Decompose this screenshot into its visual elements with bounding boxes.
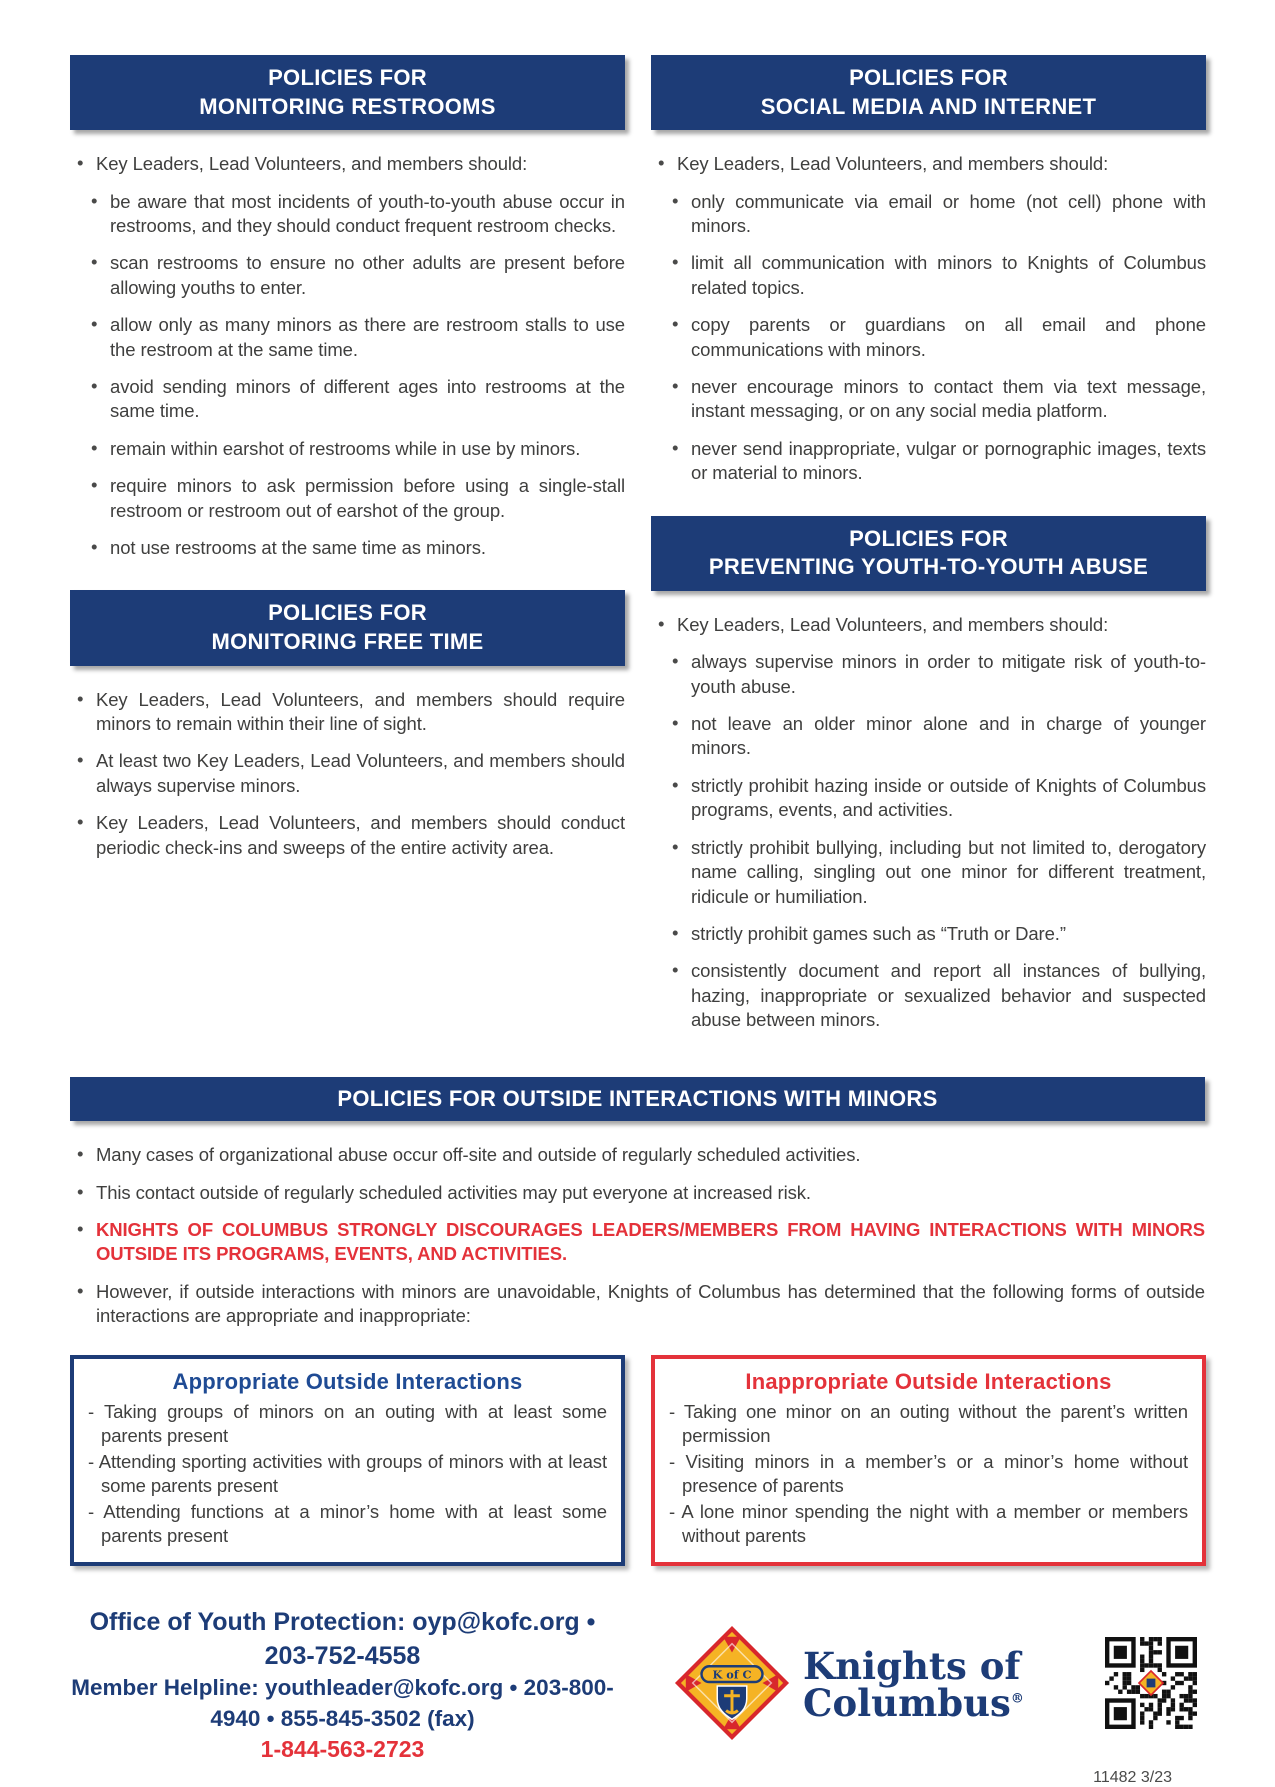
sub-bullet-item: • be aware that most incidents of youth-to-youth abuse occur in restrooms, and they should conduct frequent restroom checks. bbox=[84, 190, 625, 239]
inappropriate-box-title: Inappropriate Outside Interactions bbox=[745, 1368, 1112, 1394]
doc-code: 11482 3/23 bbox=[1093, 1769, 1172, 1787]
bullet-item: • However, if outside interactions with minors are unavoidable, Knights of Columbus has determined that the following forms of outside interactions are appropriate and inappropriate: bbox=[70, 1280, 1205, 1329]
bullet-item: • Key Leaders, Lead Volunteers, and members should: bbox=[70, 152, 625, 176]
header-line2: PREVENTING YOUTH-TO-YOUTH ABUSE bbox=[708, 554, 1149, 580]
section-monitoring-free-time bbox=[70, 590, 625, 860]
header-line2: MONITORING FREE TIME bbox=[211, 629, 484, 655]
sub-bullet-item: • strictly prohibit bullying, including but not limited to, derogatory name calling, singling out one minor for different treatment, ridicule or humiliation. bbox=[665, 836, 1206, 909]
sub-bullet-item: • avoid sending minors of different ages into restrooms at the same time. bbox=[84, 375, 625, 424]
box-item: - Visiting minors in a member’s or a minor’s home without presence of parents bbox=[669, 1450, 1188, 1498]
bullet-list bbox=[70, 666, 625, 860]
header-line1: POLICIES FOR bbox=[849, 525, 1008, 551]
bullet-list bbox=[651, 130, 1206, 485]
bullet-list bbox=[651, 591, 1206, 1033]
appropriate-box-title: Appropriate Outside Interactions bbox=[172, 1368, 523, 1394]
section-header-social-media bbox=[651, 55, 1206, 130]
bullet-item: • Key Leaders, Lead Volunteers, and members should require minors to remain within their line of sight. bbox=[70, 688, 625, 737]
box-item: - Taking one minor on an outing without the parent’s written permission bbox=[669, 1400, 1188, 1448]
sub-bullet-item: • remain within earshot of restrooms while in use by minors. bbox=[84, 437, 625, 461]
sub-bullet-item: • allow only as many minors as there are restroom stalls to use the restroom at the same time. bbox=[84, 313, 625, 362]
sub-bullet-item: • always supervise minors in order to mitigate risk of youth-to-youth abuse. bbox=[665, 650, 1206, 699]
bullet-list bbox=[70, 1121, 1205, 1328]
sub-bullet-item: • strictly prohibit hazing inside or outside of Knights of Columbus programs, events, and activities. bbox=[665, 774, 1206, 823]
wordmark-line1: Knights of bbox=[803, 1643, 1021, 1688]
box-item: - Taking groups of minors on an outing with at least some parents present bbox=[88, 1400, 607, 1448]
section-outside-interactions bbox=[70, 1077, 1205, 1566]
section-youth-to-youth-abuse bbox=[651, 516, 1206, 1033]
appropriate-box bbox=[70, 1355, 625, 1566]
right-column bbox=[651, 55, 1206, 1063]
bullet-list bbox=[70, 130, 625, 560]
section-header-monitoring-free-time bbox=[70, 590, 625, 665]
box-item: - Attending sporting activities with groups of minors with at least some parents present bbox=[88, 1450, 607, 1498]
sub-bullet-item: • copy parents or guardians on all email and phone communications with minors. bbox=[665, 313, 1206, 362]
qr-code bbox=[1105, 1637, 1197, 1734]
registered-mark: ® bbox=[1010, 1692, 1024, 1708]
section-monitoring-restrooms bbox=[70, 55, 625, 560]
sub-bullet-item: • require minors to ask permission before using a single-stall restroom or restroom out of earshot of the group. bbox=[84, 474, 625, 523]
two-column-area bbox=[70, 55, 1205, 1063]
sub-bullet-item: • never encourage minors to contact them via text message, instant messaging, or on any social media platform. bbox=[665, 375, 1206, 424]
bullet-item: • Many cases of organizational abuse occur off-site and outside of regularly scheduled activities. bbox=[70, 1143, 1205, 1167]
sub-bullet-item: • scan restrooms to ensure no other adults are present before allowing youths to enter. bbox=[84, 251, 625, 300]
helpline-phone-red: 1-844-563-2723 bbox=[260, 1736, 425, 1763]
emphasis-bullet bbox=[70, 1218, 1205, 1267]
sub-bullet-item: • limit all communication with minors to Knights of Columbus related topics. bbox=[665, 251, 1206, 300]
box-item: - Attending functions at a minor’s home with at least some parents present bbox=[88, 1500, 607, 1548]
header-line1: POLICIES FOR bbox=[849, 65, 1008, 90]
bullet-item: • Key Leaders, Lead Volunteers, and members should: bbox=[651, 613, 1206, 637]
footer bbox=[70, 1606, 1205, 1765]
inappropriate-box bbox=[651, 1355, 1206, 1566]
bullet-item: • At least two Key Leaders, Lead Volunteers, and members should always supervise minors. bbox=[70, 749, 625, 798]
kofc-emblem-graphic bbox=[673, 1624, 791, 1742]
section-header-monitoring-restrooms bbox=[70, 55, 625, 130]
section-header-outside-interactions: POLICIES FOR OUTSIDE INTERACTIONS WITH MINORS bbox=[70, 1077, 1205, 1122]
sub-bullet-item: • never send inappropriate, vulgar or pornographic images, texts or material to minors. bbox=[665, 437, 1206, 486]
left-column bbox=[70, 55, 625, 1063]
header-line1: POLICIES FOR bbox=[268, 600, 427, 626]
bullet-item: • Key Leaders, Lead Volunteers, and members should: bbox=[651, 152, 1206, 176]
header-line2: MONITORING RESTROOMS bbox=[199, 93, 496, 119]
interaction-boxes bbox=[70, 1355, 1205, 1566]
office-line: Office of Youth Protection: oyp@kofc.org • 203-752-4558 bbox=[89, 1607, 596, 1670]
header-line1: POLICIES FOR bbox=[268, 65, 427, 90]
sub-bullet-item: • strictly prohibit games such as “Truth or Dare.” bbox=[665, 922, 1206, 946]
box-item: - A lone minor spending the night with a member or members without parents bbox=[669, 1500, 1188, 1548]
kofc-wordmark bbox=[803, 1643, 1024, 1726]
wordmark-line2: Columbus® bbox=[803, 1681, 1024, 1726]
sub-bullet-item: • not leave an older minor alone and in charge of younger minors. bbox=[665, 712, 1206, 761]
sub-bullet-item: • not use restrooms at the same time as minors. bbox=[84, 536, 625, 560]
kofc-emblem bbox=[673, 1624, 791, 1747]
kofc-emblem-banner-text: K of C bbox=[712, 1667, 752, 1682]
qr-code-graphic bbox=[1105, 1637, 1197, 1729]
bullet-item: • This contact outside of regularly scheduled activities may put everyone at increased risk. bbox=[70, 1181, 1205, 1205]
helpline-line: Member Helpline: youthleader@kofc.org • 203-800-4940 • 855-845-3502 (fax) bbox=[71, 1675, 614, 1731]
sub-bullet-item: • consistently document and report all instances of bullying, hazing, inappropriate or sexualized behavior and suspected abuse between minors. bbox=[665, 959, 1206, 1032]
sub-bullet-item: • only communicate via email or home (not cell) phone with minors. bbox=[665, 190, 1206, 239]
contact-block bbox=[70, 1606, 615, 1765]
section-social-media bbox=[651, 55, 1206, 486]
section-header-youth-to-youth-abuse bbox=[651, 516, 1206, 591]
bullet-item: • Key Leaders, Lead Volunteers, and members should conduct periodic check-ins and sweeps of the entire activity area. bbox=[70, 811, 625, 860]
header-line2: SOCIAL MEDIA AND INTERNET bbox=[760, 93, 1097, 119]
emphasis-text: KNIGHTS OF COLUMBUS STRONGLY DISCOURAGES LEADERS/MEMBERS FROM HAVING INTERACTIONS WITH MINORS OUTSIDE ITS PROGRAMS, EVENTS, AND ACTIVITIES. bbox=[96, 1218, 1205, 1265]
